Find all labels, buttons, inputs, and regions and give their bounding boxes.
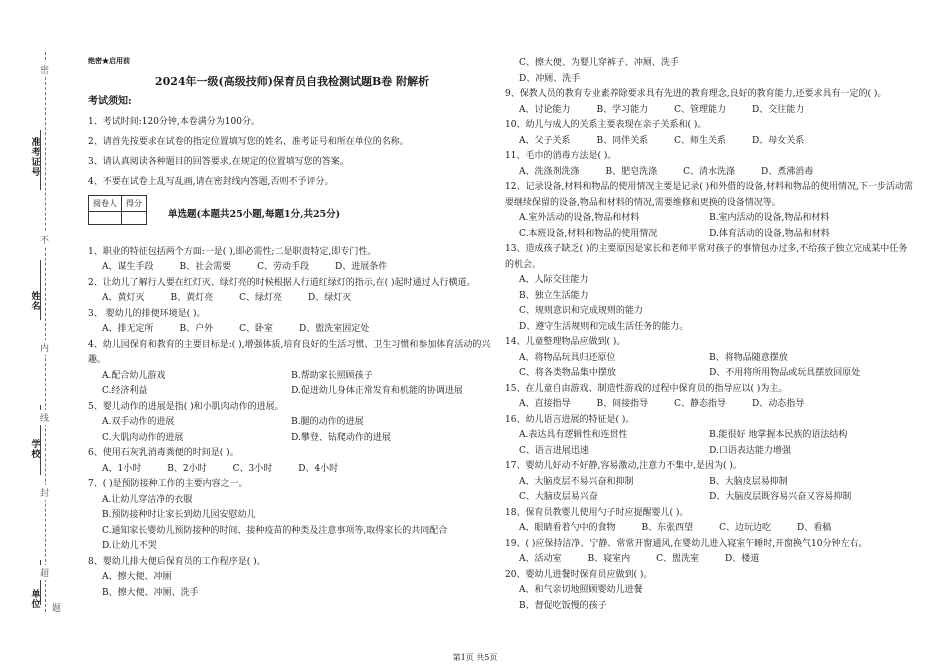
answer-option[interactable]: A、和气亲切地照顾婴幼儿进餐 [519, 585, 643, 595]
answer-option[interactable]: A、洗涤剂洗涤 [519, 166, 580, 177]
answer-option[interactable]: D、4小时 [298, 463, 339, 474]
seal-char: 超 [40, 565, 49, 580]
question-item [505, 459, 915, 506]
left-column [88, 56, 496, 601]
answer-option[interactable]: C.经济利益 [102, 386, 148, 396]
question-item [88, 477, 496, 555]
answer-option[interactable]: B、擦大便、冲厕、洗手 [102, 587, 199, 598]
option-group [88, 322, 496, 338]
answer-option[interactable]: C.大肌肉动作的进展 [102, 432, 184, 443]
question-item [505, 149, 915, 180]
answer-option[interactable]: A、直接指导 [519, 399, 571, 409]
page-title: 2024年一级(高级技师)保育员自我检测试题B卷 附解析 [154, 75, 430, 88]
seal-char: 密 [40, 62, 49, 77]
answer-option[interactable]: A.室外活动的设备,物品和材料 [519, 213, 640, 223]
question-item [505, 87, 915, 118]
school-label: 学校 [31, 440, 41, 460]
notice-item: 1、考试时间:120分钟,本卷满分为100分。 [88, 116, 260, 127]
answer-option[interactable]: A、擦大便、冲厕 [102, 572, 172, 582]
answer-option[interactable]: A、排无定所 [102, 324, 154, 334]
ticket-number-label: 准考证号 [31, 138, 41, 178]
answer-option[interactable]: B、寝室内 [587, 554, 631, 564]
question-list-left [88, 245, 496, 602]
question-item [505, 382, 915, 413]
answer-option[interactable]: D、大脑皮层既容易兴奋又容易抑制 [709, 492, 852, 502]
unit-label: 单位 [31, 590, 41, 610]
answer-option[interactable]: C、卧室 [239, 324, 274, 334]
name-label: 姓名 [31, 292, 41, 312]
answer-option[interactable]: D、动态指导 [752, 399, 805, 409]
answer-option[interactable]: D、交往能力 [752, 104, 805, 115]
score-table [88, 195, 147, 226]
answer-option[interactable]: C、盥洗室 [656, 554, 700, 564]
option-group [505, 134, 915, 150]
question-text: 19、( )应保持洁净、宁静、常常开窗通风,在婴幼儿进入寝室午睡时,开窗换气10分钟左右。 [505, 538, 868, 549]
question-text: 6、使用石灰乳消毒粪便的时间是( )。 [88, 448, 239, 458]
option-group [505, 103, 915, 119]
answer-option[interactable]: A、1小时 [102, 463, 142, 474]
answer-option[interactable]: B、将物品随意摆放 [709, 352, 788, 363]
answer-option[interactable]: C、边玩边吃 [719, 523, 772, 533]
answer-option[interactable]: B、同伴关系 [596, 135, 649, 146]
question-text: 13、造成孩子缺乏( )的主要原因是家长和老师平常对孩子的事情包办过多,不给孩子独立完成某中任务的机会。 [505, 244, 908, 270]
seal-char: 封 [40, 485, 49, 500]
option-group [505, 521, 915, 537]
answer-option[interactable]: D.体育活动的设备,物品和材料 [709, 228, 830, 239]
option-group [505, 583, 915, 614]
option-group [505, 475, 915, 506]
answer-option[interactable]: B.腿的动作的进展 [291, 417, 364, 427]
reviewer-cell[interactable] [89, 212, 122, 225]
answer-option[interactable]: D.让幼儿不哭 [102, 541, 157, 551]
question-text: 1、职业的特征包括两个方面:一是( ),即必需性;二是职责特定,即专门性。 [88, 246, 377, 257]
question-text: 14、儿童整理物品应做到( )。 [505, 337, 626, 347]
option-group [88, 493, 496, 555]
answer-option[interactable]: D、盥洗室固定处 [299, 324, 370, 334]
question-text: 16、幼儿语言进展的特征是( )。 [505, 414, 635, 425]
answer-option[interactable]: C、3小时 [232, 463, 273, 474]
question-text: 20、婴幼儿进餐时保育员应做到( )。 [505, 569, 653, 580]
question-list-right [505, 56, 915, 614]
answer-option[interactable]: D、遵守生活规则和完成生活任务的能力。 [519, 321, 689, 332]
answer-option[interactable]: D、冲厕、洗手 [519, 73, 581, 84]
answer-option[interactable]: D.口语表达能力增强 [709, 445, 791, 456]
option-group [505, 211, 915, 242]
answer-option[interactable]: A、将物品玩具归还原位 [519, 352, 616, 363]
answer-option[interactable]: B.帮助家长照顾孩子 [291, 370, 373, 381]
option-group [505, 56, 915, 87]
answer-option[interactable]: C、语言进展迅速 [519, 445, 589, 456]
answer-option[interactable]: A.让幼儿穿洁净的衣服 [102, 494, 193, 505]
question-text: 17、婴幼儿好动不好静,容易激动,注意力不集中,是因为( )。 [505, 461, 742, 471]
question-item [505, 506, 915, 537]
option-group [505, 351, 915, 382]
answer-option[interactable]: A、人际交往能力 [519, 275, 589, 285]
option-group [505, 552, 915, 568]
question-item [88, 400, 496, 447]
question-item [505, 242, 915, 335]
question-item [88, 245, 496, 276]
option-group [505, 273, 915, 335]
option-group [88, 291, 496, 307]
notice-item: 3、请认真阅读各种题目的回答要求,在规定的位置填写您的答案。 [88, 156, 349, 167]
score-area [88, 195, 496, 239]
answer-option[interactable]: A.双手动作的进展 [102, 417, 175, 427]
answer-option[interactable]: B.室内活动的设备,物品和材料 [709, 213, 830, 223]
answer-option[interactable]: A、大脑皮层不易兴奋和抑制 [519, 476, 634, 487]
question-item [505, 335, 915, 382]
section-heading: 单选题(本题共25小题,每题1分,共25分) [168, 208, 341, 220]
answer-option[interactable]: B、学习能力 [596, 104, 649, 115]
answer-option[interactable]: C、绿灯亮 [239, 293, 283, 303]
secret-mark: 绝密★启用前 [88, 56, 130, 65]
question-item [505, 56, 915, 87]
answer-option[interactable]: A、黄灯灭 [102, 293, 145, 303]
answer-option[interactable]: B、大脑皮层易抑制 [709, 476, 788, 487]
answer-option[interactable]: B.预防接种时让家长到幼儿园安慰幼儿 [102, 510, 256, 520]
answer-option[interactable]: B、肥皂洗涤 [605, 166, 658, 177]
answer-option[interactable]: B、2小时 [167, 463, 207, 474]
answer-option[interactable]: B、督促吃饭慢的孩子 [519, 600, 607, 611]
question-text: 7、( )是预防接种工作的主要内容之一。 [88, 479, 248, 489]
page-footer: 第1页 共5页 [452, 653, 498, 662]
answer-option[interactable]: D、绿灯灭 [308, 293, 352, 303]
answer-option[interactable]: C.通知家长婴幼儿预防接种的时间、接种疫苗的种类及注意事项等,取得家长的共同配合 [102, 525, 448, 536]
question-text: 10、幼儿与成人的关系主要表现在亲子关系和( )。 [505, 120, 707, 130]
notice-item: 4、不要在试卷上乱写乱画,请在密封线内答题,否则不予评分。 [88, 176, 334, 187]
answer-option[interactable]: C、将各类物品集中摆放 [519, 368, 616, 378]
answer-option[interactable]: A.配合幼儿游戏 [102, 370, 166, 381]
seal-char: 不 [40, 232, 49, 247]
question-text: 2、让幼儿了解行人要在红灯灭、绿灯亮的时候根据人行道红绿灯的指示,在( )起时通过人行横道。 [88, 277, 476, 288]
question-item [88, 276, 496, 307]
right-column [505, 56, 915, 614]
answer-option[interactable]: D、不用将所用物品或玩具摆放回原处 [709, 368, 861, 378]
question-text: 12、记录设备,材料和物品的使用情况主要是记录( )和外借的设备,材料和物品的使用情况,下一步活动需要继续保留的设备,物品和材料的情况,需要维修和更换的设备情况等。 [505, 182, 913, 208]
binding-margin [0, 0, 60, 671]
question-text: 5、婴儿动作的进展是指( )和小肌肉动作的进展。 [88, 401, 284, 412]
name-line [40, 260, 41, 320]
answer-option[interactable]: B、黄灯亮 [170, 293, 214, 303]
notice-item: 2、请首先按要求在试卷的指定位置填写您的姓名、准考证号和所在单位的名称。 [88, 136, 409, 147]
answer-option[interactable]: A、眼睛看着勺中的食物 [519, 523, 616, 533]
answer-option[interactable]: B、社会需要 [179, 262, 232, 272]
option-group [88, 260, 496, 276]
answer-option[interactable]: C、规则意识和完成规则的能力 [519, 306, 643, 316]
answer-option[interactable]: D、煮沸消毒 [761, 166, 814, 177]
question-text: 4、幼儿园保育和教育的主要目标是:( ),增强体质,培育良好的生活习惯、卫生习惯和参加体育活动的兴趣。 [88, 339, 491, 365]
answer-option[interactable]: B.能很好 地掌握本民族的语法结构 [709, 430, 848, 440]
option-group [88, 415, 496, 446]
reviewer-header: 阅卷人 [89, 195, 122, 212]
question-item [88, 338, 496, 400]
answer-option[interactable]: A.表达具有逻辑性和连贯性 [519, 430, 628, 440]
answer-option[interactable]: D、看稿 [797, 523, 832, 533]
question-item [505, 180, 915, 242]
answer-option[interactable]: B、间接指导 [596, 399, 649, 409]
answer-option[interactable]: B、户外 [179, 324, 214, 334]
option-group [505, 397, 915, 413]
question-item [505, 118, 915, 149]
question-item [505, 568, 915, 615]
answer-option[interactable]: C、擦大便、为婴儿穿裤子、冲厕、洗手 [519, 58, 679, 68]
answer-option[interactable]: C、静态指导 [674, 399, 727, 409]
score-header: 得分 [122, 195, 147, 212]
answer-option[interactable]: A、谋生手段 [102, 262, 154, 272]
answer-option[interactable]: C.本班设备,材料和物品的使用情况 [519, 228, 658, 239]
answer-option[interactable]: D.攀登、钻爬动作的进展 [291, 432, 391, 443]
question-text: 9、保教人员的教育专业素养除要求具有先进的教育理念,良好的教育能力,还要求具有一定的( )。 [505, 89, 887, 99]
question-text: 15、在儿童自由游戏、制造性游戏的过程中保育员的指导应以( )为主。 [505, 383, 788, 394]
answer-option[interactable]: D、母女关系 [752, 135, 805, 146]
seal-char: 线 [40, 410, 49, 425]
answer-option[interactable]: C、清水洗涤 [683, 166, 736, 177]
option-group [505, 165, 915, 181]
answer-option[interactable]: C、管理能力 [674, 104, 727, 115]
question-item [88, 555, 496, 602]
answer-option[interactable]: D、进展条件 [335, 262, 388, 272]
answer-option[interactable]: A、活动室 [519, 554, 562, 564]
question-item [505, 537, 915, 568]
option-group [88, 369, 496, 400]
notice-heading: 考试须知: [88, 96, 132, 107]
ticket-number-line [40, 130, 41, 190]
question-item [505, 413, 915, 460]
option-group [88, 570, 496, 601]
answer-option[interactable]: A、父子关系 [519, 135, 571, 146]
answer-option[interactable]: C、劳动手段 [257, 262, 310, 272]
answer-option[interactable]: A、讨论能力 [519, 104, 571, 115]
option-group [88, 462, 496, 478]
question-text: 8、婴幼儿排大便后保育员的工作程序是( )。 [88, 556, 266, 567]
answer-option[interactable]: C、师生关系 [674, 135, 727, 146]
answer-option[interactable]: C、大脑皮层易兴奋 [519, 492, 598, 502]
answer-option[interactable]: D.促进幼儿身体正常发育和机能的协调进展 [291, 386, 463, 396]
answer-option[interactable]: D、楼道 [725, 554, 760, 564]
option-group [505, 428, 915, 459]
answer-option[interactable]: B、东张西望 [641, 523, 694, 533]
question-item [88, 307, 496, 338]
seal-char: 题 [52, 600, 61, 615]
question-item [88, 446, 496, 477]
seal-dashed-line [45, 52, 46, 612]
question-text: 18、保育员教婴儿使用勺子时应提醒婴儿( )。 [505, 507, 689, 518]
seal-char: 内 [40, 340, 49, 355]
score-cell[interactable] [122, 212, 147, 225]
question-text: 11、毛巾的消毒方法是( )。 [505, 151, 617, 161]
question-text: 3、 婴幼儿的排便环境是( )。 [88, 308, 206, 319]
answer-option[interactable]: B、独立生活能力 [519, 290, 589, 301]
